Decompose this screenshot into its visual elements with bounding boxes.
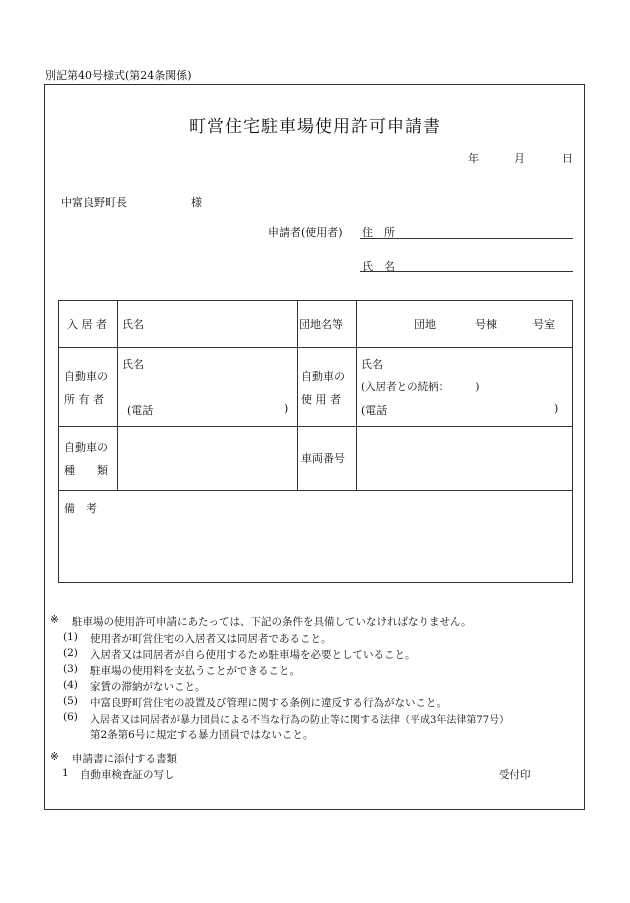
complex-gouto-label[interactable]: 号棟: [475, 318, 497, 331]
conditions-mark: ※: [50, 614, 59, 626]
user-relation-label[interactable]: (入居者との続柄： ): [361, 381, 480, 393]
form-number-label: 別記第40号様式(第24条関係): [45, 69, 192, 82]
table-row-divider: [59, 347, 572, 348]
condition-text: 使用者が町営住宅の入居者又は同居者であること。: [90, 633, 332, 645]
condition-number: (4): [63, 679, 78, 691]
applicant-address-label: 住 所: [362, 226, 395, 239]
complex-label: 団地名等: [299, 318, 343, 331]
resident-label: 入 居 者: [67, 318, 107, 331]
owner-tel-close: ): [284, 402, 289, 415]
vehicle-type-label-line1: 自動車の: [64, 441, 108, 454]
condition-number: (6): [63, 711, 78, 723]
user-label-line1: 自動車の: [301, 370, 345, 383]
date-year-label: 年: [468, 152, 479, 165]
addressee-honorific: 様: [191, 196, 202, 209]
complex-goushitsu-label[interactable]: 号室: [533, 318, 555, 331]
table-col-divider: [356, 301, 357, 490]
applicant-name-line[interactable]: [360, 271, 573, 272]
user-name-label[interactable]: 氏名: [361, 358, 383, 371]
vehicle-type-label-line2: 種 類: [64, 464, 108, 477]
attachment-text: 自動車検査証の写し: [80, 769, 175, 781]
owner-label-line2: 所 有 者: [64, 393, 104, 406]
addressee-name: 中富良野町長: [61, 196, 127, 209]
attachments-mark: ※: [50, 751, 59, 763]
condition-text: 駐車場の使用料を支払うことができること。: [90, 665, 300, 677]
owner-name-label[interactable]: 氏名: [122, 358, 144, 371]
condition-text: 家賃の滞納がないこと。: [90, 681, 206, 693]
owner-tel-open[interactable]: (電話: [127, 404, 154, 417]
table-col-divider: [117, 301, 118, 490]
application-table: [58, 300, 573, 583]
resident-name-label[interactable]: 氏名: [122, 318, 144, 331]
condition-text-continued: 第2条第6号に規定する暴力団員ではないこと。: [90, 729, 314, 741]
applicant-name-label: 氏 名: [362, 260, 395, 273]
table-row-divider: [59, 490, 572, 491]
condition-number: (5): [63, 695, 78, 707]
condition-text: 入居者又は同居者が自ら使用するため駐車場を必要としていること。: [90, 649, 416, 661]
date-day-label: 日: [562, 152, 573, 165]
condition-number: (3): [63, 663, 78, 675]
date-month-label: 月: [514, 152, 525, 165]
attachment-number: 1: [62, 767, 69, 779]
condition-text: 入居者又は同居者が暴力団員による不当な行為の防止等に関する法律（平成3年法律第77号）: [90, 715, 510, 726]
page-title: 町営住宅駐車場使用許可申請書: [189, 117, 441, 137]
condition-number: (1): [63, 631, 78, 643]
owner-label-line1: 自動車の: [64, 370, 108, 383]
table-col-divider: [297, 301, 298, 490]
user-tel-close: ): [554, 402, 559, 415]
conditions-heading: 駐車場の使用許可申請にあたっては、下記の条件を具備していなければなりません。: [72, 616, 472, 628]
condition-text: 中富良野町営住宅の設置及び管理に関する条例に違反する行為がないこと。: [90, 697, 447, 709]
applicant-label: 申請者(使用者): [268, 226, 343, 239]
plate-number-label: 車両番号: [301, 452, 345, 465]
table-row-divider: [59, 426, 572, 427]
complex-danchi-label[interactable]: 団地: [414, 318, 436, 331]
user-label-line2: 使 用 者: [301, 393, 341, 406]
applicant-address-line[interactable]: [360, 238, 573, 239]
user-tel-open[interactable]: (電話: [361, 404, 388, 417]
attachments-heading: 申請書に添付する書類: [72, 753, 177, 765]
remarks-label: 備 考: [64, 502, 97, 515]
reception-stamp-label: 受付印: [499, 769, 531, 781]
condition-number: (2): [63, 647, 78, 659]
